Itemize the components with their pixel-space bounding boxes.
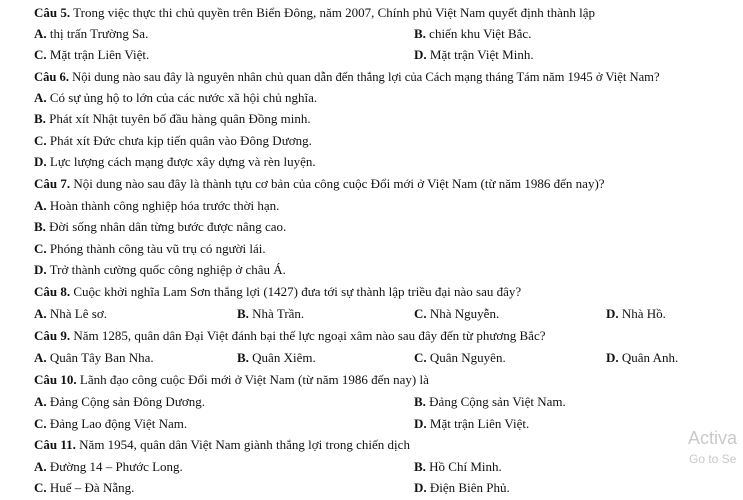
question-5-option-d <box>414 47 534 63</box>
option-letter: D. <box>34 154 47 169</box>
option-letter: B. <box>34 111 46 126</box>
question-6-option-a <box>34 90 317 106</box>
question-5-number: Câu 5. <box>34 5 71 20</box>
question-11-option-d <box>414 480 510 496</box>
question-9-stem-line <box>34 328 546 344</box>
question-7-option-a <box>34 198 279 214</box>
question-7-option-d <box>34 262 286 278</box>
question-10-option-a <box>34 394 205 410</box>
question-9-number: Câu 9. <box>34 328 71 343</box>
option-text: Hoàn thành công nghiệp hóa trước thời hạn. <box>49 198 280 213</box>
option-text: Có sự ủng hộ to lớn của các nước xã hội chủ nghĩa. <box>49 90 318 105</box>
option-letter: D. <box>414 416 427 431</box>
option-text: Mặt trận Việt Minh. <box>429 47 534 62</box>
question-5-stem: Trong việc thực thi chủ quyền trên Biển Đông, năm 2007, Chính phủ Việt Nam quyết định thành lập <box>73 5 596 20</box>
question-6-option-b <box>34 111 311 127</box>
option-text: chiến khu Việt Bắc. <box>429 26 532 41</box>
question-10-option-b <box>414 394 566 410</box>
option-text: Điện Biên Phủ. <box>429 480 510 495</box>
question-9-option-a <box>34 350 154 366</box>
question-8-option-a <box>34 306 107 322</box>
question-5-option-c <box>34 47 149 63</box>
option-text: Hồ Chí Minh. <box>429 459 502 474</box>
option-text: Mặt trận Liên Việt. <box>429 416 530 431</box>
option-text: Lực lượng cách mạng được xây dựng và rèn luyện. <box>49 154 316 169</box>
question-8-option-c <box>414 306 499 322</box>
question-8-option-d <box>606 306 666 322</box>
question-10-stem-line <box>34 372 429 388</box>
question-6-number: Câu 6. <box>34 70 69 84</box>
question-6-stem-line <box>34 69 660 85</box>
question-11-number: Câu 11. <box>34 437 76 452</box>
option-text: Quân Nguyên. <box>429 350 506 365</box>
option-letter: A. <box>34 394 47 409</box>
question-6-option-d <box>34 154 316 170</box>
option-letter: D. <box>606 306 619 321</box>
question-11-option-c <box>34 480 134 496</box>
option-text: Phát xít Nhật tuyên bố đầu hàng quân Đồng minh. <box>49 111 311 126</box>
question-9-option-d <box>606 350 678 366</box>
option-text: Quân Anh. <box>621 350 679 365</box>
option-text: Nhà Hồ. <box>621 306 666 321</box>
option-letter: A. <box>34 306 47 321</box>
option-text: Đường 14 – Phước Long. <box>49 459 183 474</box>
option-letter: B. <box>237 306 249 321</box>
option-letter: B. <box>34 219 46 234</box>
question-7-stem-line <box>34 176 605 192</box>
option-letter: C. <box>34 47 47 62</box>
question-8-stem-line <box>34 284 521 300</box>
option-text: Huế – Đà Nẵng. <box>49 480 135 495</box>
question-8-stem: Cuộc khởi nghĩa Lam Sơn thắng lợi (1427) đưa tới sự thành lập triều đại nào sau đây? <box>73 284 522 299</box>
question-7-stem: Nội dung nào sau đây là thành tựu cơ bản của công cuộc Đổi mới ở Việt Nam (từ năm 1986 đến nay)? <box>73 176 605 191</box>
question-7-number: Câu 7. <box>34 176 71 191</box>
option-letter: D. <box>34 262 47 277</box>
option-letter: C. <box>34 416 47 431</box>
option-text: Phát xít Đức chưa kịp tiến quân vào Đông Dương. <box>49 133 312 148</box>
option-letter: C. <box>34 241 47 256</box>
question-11-stem: Năm 1954, quân dân Việt Nam giành thắng lợi trong chiến dịch <box>79 437 410 452</box>
option-letter: A. <box>34 350 47 365</box>
question-5-option-a <box>34 26 148 42</box>
question-11-option-a <box>34 459 183 475</box>
option-text: Nhà Trần. <box>252 306 305 321</box>
activation-watermark-subtitle: Go to Se <box>689 452 737 466</box>
option-letter: C. <box>34 480 47 495</box>
question-10-number: Câu 10. <box>34 372 77 387</box>
option-letter: B. <box>414 26 426 41</box>
option-letter: D. <box>414 480 427 495</box>
option-letter: B. <box>414 459 426 474</box>
question-6-option-c <box>34 133 312 149</box>
question-5-stem-line <box>34 5 595 21</box>
option-text: Đảng Cộng sản Đông Dương. <box>49 394 205 409</box>
question-9-stem: Năm 1285, quân dân Đại Việt đánh bại thế lực ngoại xâm nào sau đây đến từ phương Bắc? <box>73 328 546 343</box>
question-6-stem: Nội dung nào sau đây là nguyên nhân chủ quan dẫn đến thắng lợi của Cách mạng tháng Tám năm 1945 ở Việt Nam? <box>72 70 660 84</box>
option-letter: A. <box>34 26 47 41</box>
option-text: Nhà Nguyễn. <box>429 306 500 321</box>
question-9-option-c <box>414 350 506 366</box>
option-text: Đảng Cộng sản Việt Nam. <box>429 394 566 409</box>
option-text: Quân Tây Ban Nha. <box>49 350 154 365</box>
option-text: Phóng thành công tàu vũ trụ có người lái. <box>49 241 266 256</box>
option-letter: C. <box>414 350 427 365</box>
question-7-option-b <box>34 219 286 235</box>
option-letter: A. <box>34 198 47 213</box>
question-10-stem: Lãnh đạo công cuộc Đổi mới ở Việt Nam (từ năm 1986 đến nay) là <box>79 372 429 387</box>
option-letter: C. <box>414 306 427 321</box>
question-5-option-b <box>414 26 531 42</box>
option-text: thị trấn Trường Sa. <box>49 26 149 41</box>
question-8-number: Câu 8. <box>34 284 71 299</box>
option-letter: B. <box>414 394 426 409</box>
question-11-option-b <box>414 459 502 475</box>
option-text: Nhà Lê sơ. <box>49 306 107 321</box>
question-8-option-b <box>237 306 304 322</box>
option-letter: A. <box>34 90 47 105</box>
option-text: Trở thành cường quốc công nghiệp ở châu Á. <box>49 262 286 277</box>
activation-watermark-title: Activa <box>688 428 738 448</box>
option-letter: D. <box>606 350 619 365</box>
question-10-option-c <box>34 416 187 432</box>
question-11-stem-line <box>34 437 410 453</box>
option-text: Đảng Lao động Việt Nam. <box>49 416 188 431</box>
question-9-option-b <box>237 350 316 366</box>
question-10-option-d <box>414 416 529 432</box>
option-letter: A. <box>34 459 47 474</box>
option-text: Mặt trận Liên Việt. <box>49 47 150 62</box>
option-text: Quân Xiêm. <box>252 350 316 365</box>
option-letter: D. <box>414 47 427 62</box>
question-7-option-c <box>34 241 266 257</box>
option-text: Đời sống nhân dân từng bước được nâng cao. <box>49 219 287 234</box>
option-letter: C. <box>34 133 47 148</box>
option-letter: B. <box>237 350 249 365</box>
